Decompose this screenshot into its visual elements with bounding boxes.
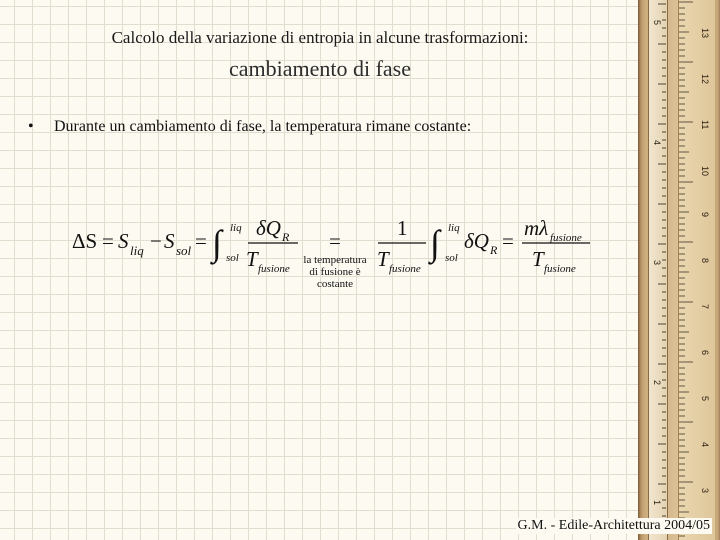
ruler-label: 3 [652, 260, 662, 266]
ruler-label: 10 [700, 166, 710, 177]
integral-sign-1: ∫ [212, 223, 222, 263]
equals-sign-4: = [502, 229, 514, 253]
bullet-item [28, 118, 471, 136]
dq-numerator-1: δQ [256, 216, 281, 240]
dq-subscript-2: R [490, 243, 498, 257]
s-sol: S [164, 229, 175, 253]
s-liq: S [118, 229, 129, 253]
ruler-label: 11 [700, 120, 710, 130]
ruler-label: 8 [700, 258, 710, 264]
equals-sign-1: = [102, 229, 114, 253]
dq-integrand-2: δQ [464, 229, 489, 253]
ruler-label: 3 [700, 488, 710, 494]
annotation-line1: la temperatura [303, 254, 367, 266]
t-subscript-2: fusione [389, 263, 421, 275]
ruler-label: 13 [700, 28, 710, 39]
ruler-label: 12 [700, 74, 710, 85]
integral-lower-limit-1: sol [226, 252, 239, 264]
delta-s: ΔS [72, 229, 98, 253]
m-lambda-numerator: mλ [524, 216, 549, 240]
footer-credit: G.M. - Edile-Architettura 2004/05 [517, 518, 710, 533]
t-denominator-1: T [246, 247, 258, 271]
t-denominator-2: T [377, 247, 389, 271]
ruler-label: 9 [700, 212, 710, 218]
minus-sign: − [150, 229, 162, 253]
integral-lower-limit-2: sol [445, 252, 458, 264]
ruler-label: 7 [700, 304, 710, 310]
integral-upper-limit-1: liq [230, 222, 242, 234]
annotation-line3: costante [316, 278, 354, 290]
ruler-label: 4 [700, 442, 710, 448]
ruler-ticks [638, 0, 720, 540]
ruler-label: 4 [652, 140, 662, 146]
entropy-formula [70, 205, 610, 305]
ruler-label: 6 [700, 350, 710, 356]
equals-sign-3: = [329, 229, 341, 253]
t-subscript-1: fusione [258, 263, 290, 275]
ruler-label: 2 [652, 380, 662, 386]
one-numerator: 1 [397, 216, 408, 240]
integral-sign-2: ∫ [430, 223, 440, 263]
bullet-marker: • [28, 118, 34, 135]
slide-title-line1: Calcolo della variazione di entropia in alcune trasformazioni: [111, 28, 529, 47]
ruler-label: 1 [652, 500, 662, 506]
equals-sign-2: = [195, 229, 207, 253]
integral-upper-limit-2: liq [448, 222, 460, 234]
ruler-label: 5 [700, 396, 710, 402]
s-sol-subscript: sol [176, 243, 192, 258]
s-liq-subscript: liq [130, 243, 144, 258]
slide-title-line2: cambiamento di fase [228, 56, 412, 81]
annotation-line2: di fusione è [309, 266, 361, 278]
ruler-label: 5 [652, 20, 662, 26]
m-lambda-subscript: fusione [550, 232, 582, 244]
t-denominator-3: T [532, 247, 544, 271]
bullet-text: Durante un cambiamento di fase, la temperatura rimane costante: [54, 118, 472, 135]
t-subscript-3: fusione [544, 263, 576, 275]
ruler-decoration [638, 0, 720, 540]
dq-subscript-1: R [282, 230, 290, 244]
